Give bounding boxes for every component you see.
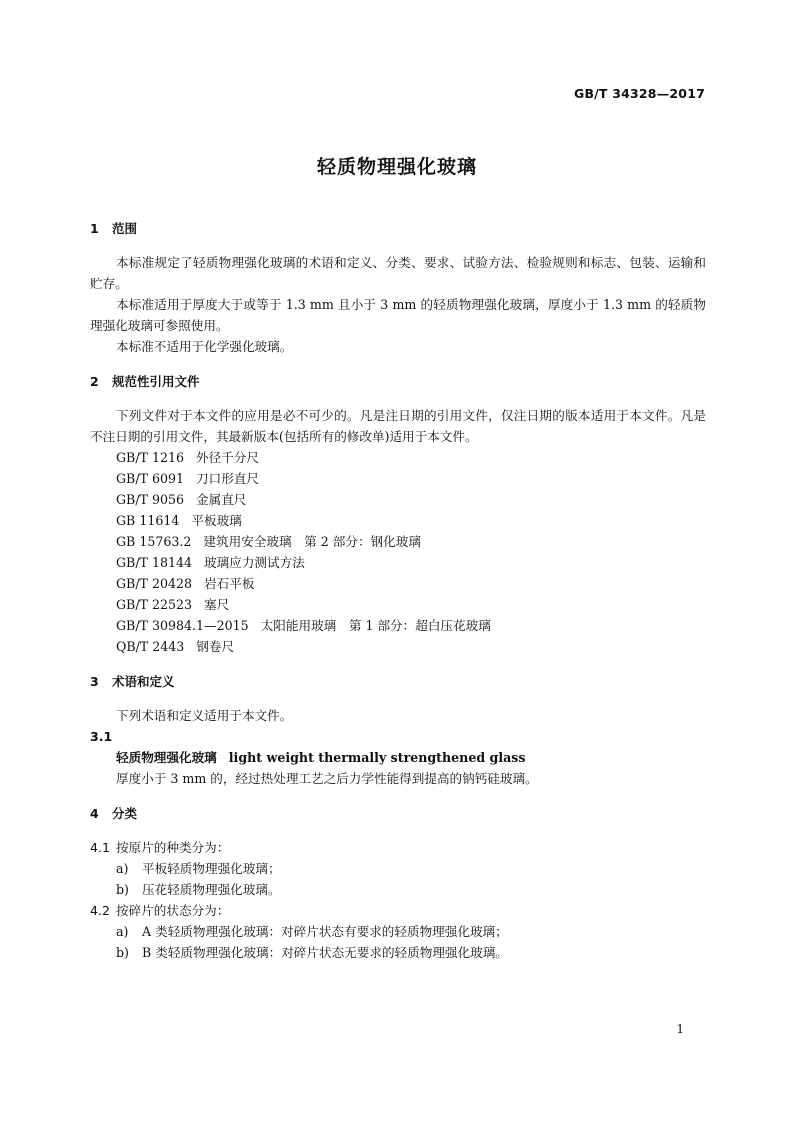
section-number: 4 <box>90 806 99 821</box>
paragraph: 下列术语和定义适用于本文件。 <box>116 708 293 723</box>
reference-code: GB/T 1216 <box>116 450 185 465</box>
section-2-heading <box>90 371 706 392</box>
paragraph: 下列文件对于本文件的应用是必不可少的。凡是注日期的引用文件，仅注日期的版本适用于本文件。凡是不注日期的引用文件，其最新版本(包括所有的修改单)适用于本文件。 <box>90 408 706 444</box>
reference-code: GB/T 6091 <box>116 471 185 486</box>
reference-name: 外径千分尺 <box>196 450 259 465</box>
reference-item <box>90 531 706 552</box>
section-4-heading <box>90 803 706 824</box>
list-item <box>90 858 706 879</box>
reference-item <box>90 510 706 531</box>
clause-number: 4.2 <box>90 903 111 918</box>
reference-name: 平板玻璃 <box>191 513 242 528</box>
list-marker: a) <box>116 861 129 876</box>
reference-code: GB/T 9056 <box>116 492 185 507</box>
reference-item <box>90 615 706 636</box>
clause-4-1 <box>90 837 706 858</box>
reference-name: 塞尺 <box>204 597 230 612</box>
document-title: 轻质物理强化玻璃 <box>316 156 477 178</box>
clause-text: 按碎片的状态分为： <box>116 903 230 918</box>
section-title: 分类 <box>112 806 138 821</box>
list-marker: b) <box>116 882 129 897</box>
standard-number: GB/T 34328—2017 <box>573 86 705 101</box>
page-number: 1 <box>676 1022 684 1036</box>
term-english: light weight thermally strengthened glass <box>228 750 526 765</box>
section-1-heading <box>90 218 706 239</box>
section-title: 规范性引用文件 <box>112 374 200 389</box>
paragraph: 本标准规定了轻质物理强化玻璃的术语和定义、分类、要求、试验方法、检验规则和标志、包装、运输和贮存。 <box>90 255 706 291</box>
list-item <box>90 921 706 942</box>
reference-item <box>90 447 706 468</box>
reference-item <box>90 489 706 510</box>
reference-name: 刀口形直尺 <box>196 471 259 486</box>
reference-name: 建筑用安全玻璃 第 2 部分：钢化玻璃 <box>203 534 421 549</box>
reference-name: 太阳能用玻璃 第 1 部分：超白压花玻璃 <box>260 618 491 633</box>
reference-code: GB/T 20428 <box>116 576 193 591</box>
reference-code: GB 15763.2 <box>116 534 192 549</box>
reference-item <box>90 636 706 657</box>
paragraph: 本标准不适用于化学强化玻璃。 <box>116 339 293 354</box>
section-title: 范围 <box>112 221 138 236</box>
list-marker: a) <box>116 924 129 939</box>
section-number: 1 <box>90 221 99 236</box>
reference-code: GB 11614 <box>116 513 180 528</box>
reference-code: QB/T 2443 <box>116 639 185 654</box>
reference-name: 玻璃应力测试方法 <box>204 555 305 570</box>
reference-list <box>90 447 706 657</box>
reference-code: GB/T 30984.1—2015 <box>116 618 249 633</box>
reference-name: 岩石平板 <box>204 576 255 591</box>
clause-4-2 <box>90 900 706 921</box>
clause-number: 4.1 <box>90 840 111 855</box>
list-marker: b) <box>116 945 129 960</box>
term-chinese: 轻质物理强化玻璃 <box>116 750 217 765</box>
reference-item <box>90 468 706 489</box>
reference-name: 钢卷尺 <box>196 639 235 654</box>
reference-item <box>90 573 706 594</box>
term-entry <box>90 747 706 768</box>
clause-text: 按原片的种类分为： <box>116 840 230 855</box>
section-3-heading <box>90 671 706 692</box>
list-text: A 类轻质物理强化玻璃：对碎片状态有要求的轻质物理强化玻璃； <box>142 924 508 939</box>
list-text: 平板轻质物理强化玻璃； <box>142 861 281 876</box>
reference-code: GB/T 18144 <box>116 555 193 570</box>
paragraph: 本标准适用于厚度大于或等于 1.3 mm 且小于 3 mm 的轻质物理强化玻璃，厚度小于 1.3 mm 的轻质物理强化玻璃可参照使用。 <box>90 297 706 333</box>
section-title: 术语和定义 <box>112 674 175 689</box>
term-definition: 厚度小于 3 mm 的，经过热处理工艺之后力学性能得到提高的钠钙硅玻璃。 <box>116 771 538 786</box>
term-number: 3.1 <box>90 729 113 744</box>
reference-code: GB/T 22523 <box>116 597 193 612</box>
section-number: 2 <box>90 374 99 389</box>
list-text: B 类轻质物理强化玻璃：对碎片状态无要求的轻质物理强化玻璃。 <box>142 945 508 960</box>
reference-item <box>90 594 706 615</box>
reference-name: 金属直尺 <box>196 492 247 507</box>
reference-item <box>90 552 706 573</box>
list-item <box>90 879 706 900</box>
list-item <box>90 942 706 963</box>
section-number: 3 <box>90 674 99 689</box>
list-text: 压花轻质物理强化玻璃。 <box>142 882 281 897</box>
document-body <box>90 218 706 963</box>
